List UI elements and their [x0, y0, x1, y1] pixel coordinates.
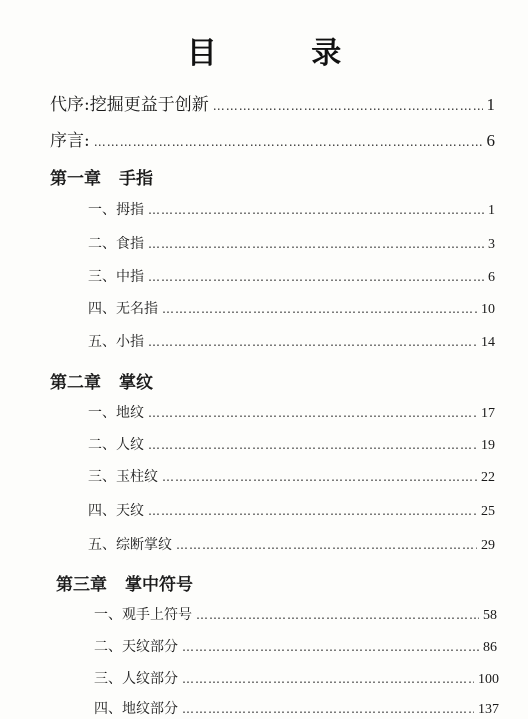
- leader-dots: [162, 302, 477, 316]
- page-title: 目 录: [186, 36, 384, 71]
- leader-dots: [148, 504, 477, 518]
- chapter-title: 掌纹: [119, 373, 153, 393]
- toc-item[interactable]: [88, 466, 495, 486]
- toc-page-number: 6: [486, 131, 495, 150]
- chapter-number: 第一章: [50, 169, 101, 189]
- toc-page-number: 17: [481, 406, 495, 421]
- toc-item[interactable]: [88, 233, 495, 253]
- chapter-title: 掌中符号: [125, 575, 193, 595]
- toc-item-label: 三、中指: [88, 269, 144, 285]
- toc-entry-label: 序言:: [50, 131, 90, 151]
- leader-dots: [148, 406, 477, 420]
- leader-dots: [213, 99, 483, 113]
- toc-item-label: 五、小指: [88, 334, 144, 350]
- toc-item[interactable]: [88, 534, 495, 554]
- toc-item-label: 一、拇指: [88, 202, 144, 218]
- toc-entry-label: 代序:挖掘更益于创新: [50, 95, 209, 115]
- toc-page-number: 19: [481, 438, 495, 453]
- leader-dots: [94, 135, 483, 149]
- toc-item-label: 五、综断掌纹: [88, 537, 172, 553]
- toc-item-label: 二、人纹: [88, 437, 144, 453]
- toc-entry[interactable]: [50, 90, 495, 115]
- toc-item[interactable]: [94, 698, 499, 718]
- toc-item[interactable]: [88, 331, 495, 351]
- chapter-number: 第三章: [56, 575, 107, 595]
- toc-page-number: 22: [481, 470, 495, 485]
- toc-page-number: 25: [481, 504, 495, 519]
- toc-item[interactable]: [88, 434, 495, 454]
- toc-item-label: 四、无名指: [88, 301, 158, 317]
- toc-item-label: 三、玉柱纹: [88, 469, 158, 485]
- toc-item[interactable]: [94, 636, 497, 656]
- toc-page-number: 58: [483, 608, 497, 623]
- leader-dots: [182, 702, 474, 716]
- leader-dots: [196, 608, 479, 622]
- chapter-title: 手指: [119, 169, 153, 189]
- toc-page-number: 86: [483, 640, 497, 655]
- toc-page-number: 3: [488, 237, 495, 252]
- toc-page-number: 14: [481, 335, 495, 350]
- toc-item[interactable]: [88, 402, 495, 422]
- toc-item-label: 三、人纹部分: [94, 671, 178, 687]
- toc-item[interactable]: [88, 500, 495, 520]
- toc-page-number: 6: [488, 270, 495, 285]
- toc-item-label: 一、观手上符号: [94, 607, 192, 623]
- toc-page-number: 100: [478, 672, 499, 687]
- toc-page-number: 1: [488, 203, 495, 218]
- toc-item[interactable]: [94, 604, 497, 624]
- toc-page-number: 10: [481, 302, 495, 317]
- toc-item[interactable]: [88, 298, 495, 318]
- leader-dots: [182, 640, 479, 654]
- leader-dots: [148, 237, 484, 251]
- leader-dots: [182, 672, 474, 686]
- chapter-heading[interactable]: [50, 164, 153, 189]
- toc-item-label: 四、天纹: [88, 503, 144, 519]
- chapter-number: 第二章: [50, 373, 101, 393]
- leader-dots: [148, 335, 477, 349]
- toc-page-number: 29: [481, 538, 495, 553]
- toc-item-label: 二、食指: [88, 236, 144, 252]
- toc-entry[interactable]: [50, 126, 495, 151]
- leader-dots: [148, 203, 484, 217]
- toc-item[interactable]: [88, 266, 495, 286]
- toc-item-label: 四、地纹部分: [94, 701, 178, 717]
- chapter-heading[interactable]: [56, 570, 193, 595]
- leader-dots: [176, 538, 477, 552]
- toc-item-label: 二、天纹部分: [94, 639, 178, 655]
- toc-item-label: 一、地纹: [88, 405, 144, 421]
- toc-item[interactable]: [88, 199, 495, 219]
- leader-dots: [148, 270, 484, 284]
- toc-page-number: 1: [486, 95, 495, 114]
- leader-dots: [162, 470, 477, 484]
- toc-item[interactable]: [94, 668, 499, 688]
- toc-page-number: 137: [478, 702, 499, 717]
- leader-dots: [148, 438, 477, 452]
- chapter-heading[interactable]: [50, 368, 153, 393]
